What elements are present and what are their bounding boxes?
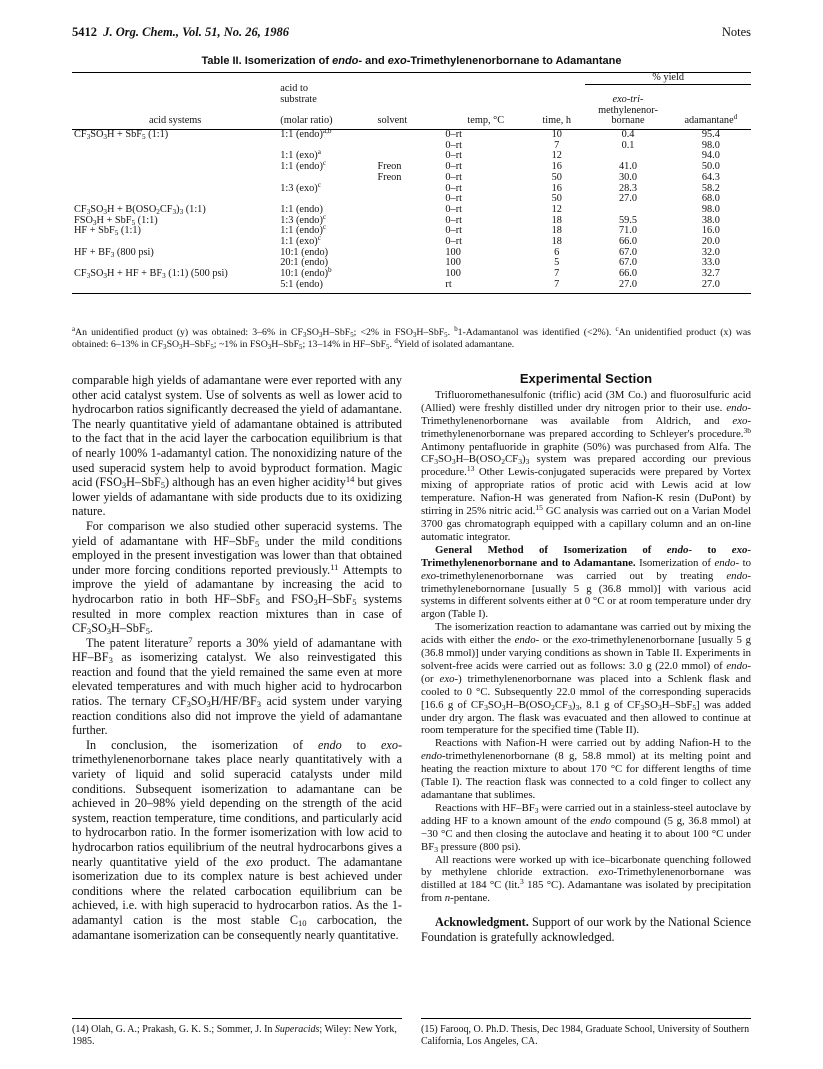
exo-yield-cell: 59.5 [618,214,638,226]
table-row [72,237,751,248]
table-title: Table II. Isomerization of endo- and exo-Trimethylenenorbornane to Adamantane [201,55,622,67]
solvent-cell [375,194,443,205]
footnote-rule-right [421,1018,751,1019]
run-in-heading: General Method of Isomerization of endo- to exo-Trimethylenenorbornane and to Adamantane. [421,543,751,569]
solvent-cell [375,248,443,259]
body-paragraph: For comparison we also studied other superacid systems. The yield of adamantane with HF–SbF$_5$ under the mild conditions employed in the present investigation was lower than that obtained under more forcing conditions reported previously.$^{11}$ Attempts to improve the yield of adamantane by increasing the acid to hydrocarbon ratio in both HF–SbF$_5$ and $FSO_3H-SbF_5$ systems resulted in more complex reaction mixtures than in case of $CF_3SO_3H-SbF_5$. [72,518,402,637]
temp-cell: 100 [445,268,461,280]
ratio-header-line2: substrate [280,93,317,105]
adamantane-yield-cell: 94.0 [701,150,720,162]
table-row [72,194,751,205]
time-cell: 6 [554,246,560,258]
temp-header: temp, °C [443,116,528,129]
ratio-cell: 1:1 (endo) [280,203,323,215]
adamantane-yield-cell: 50.0 [701,161,720,173]
temp-cell: 100 [445,246,461,258]
solvent-cell [375,216,443,227]
experimental-paragraph: Trifluoromethanesulfonic (triflic) acid (3M Co.) and fluorosulfuric acid (Allied) were freshly distilled under dry nitrogen prior to their use. endo-Trimethylenenorbornane was available from Aldrich, and exo-trimethylenenorbornane was prepared according to Schleyer's procedure.$^{3b}$ Antimony pentafluoride in graphite (50%) was purchased from Alfa. The $CF_3SO_3H-B(OSO_2CF_3)_3$ system was prepared according our previous procedure.$^{13}$ Other Lewis-conjugated superacids were prepared by Vortex mixing of appropriate ratios of protic acid with Lewis acid at low temperature. Nafion-H was generated from Nafion-K resin (DuPont) by stirring in 25% nitric acid.$^{15}$ GC analysis was carried out on a Varian Model 3700 gas chromatograph equipped with a capillary column and an on-line automatic integrator. [421,388,751,543]
reference-15: (15) Farooq, O. Ph.D. Thesis, Dec 1984, Graduate School, University of Southern California, Los Angeles, CA. [421,1024,750,1047]
adamantane-yield-cell: 58.2 [701,182,720,194]
solvent-cell [375,205,443,216]
experimental-paragraph: The isomerization reaction to adamantane was carried out by mixing the acids with either the endo- or the exo-trimethylenenorbornane [usually 5 g (36.8 mmol)] under varying conditions as shown in Table II. Experiments in solvent-free acids were carried out as follows: 3.0 g (22.0 mmol) of endo- (or exo-) trimethylenenorbornane was placed into a Schlenk flask and cooled to 0 °C. Subsequently 22.0 mmol of the corresponding superacids [16.6 g of $CF_3SO_3H-B(OSO_2CF_3)_3$, 8.1 g of $CF_3SO_3H-SbF_5$] was added under dry argon. The flask was evacuated and then allowed to continue at room temperature for the specified time (Table II). [421,621,751,737]
exo-header-line3: bornane [585,116,670,129]
right-column [421,373,751,944]
acid-system-cell: $CF_3SO_3H$ + HF + $BF_3$ (1:1) (500 psi) [74,268,228,281]
exo-yield-cell: 71.0 [618,225,638,237]
acid-system-cell: $CF_3SO_3H + B(OSO_2CF_3)_3$ (1:1) [74,203,206,216]
table-row [72,184,751,195]
time-cell: 18 [551,214,562,226]
isomerization-table [72,72,751,294]
acid-system-cell [72,141,278,152]
solvent-header: solvent [375,116,443,129]
table-row [72,248,751,259]
yield-header: % yield [585,73,751,84]
time-cell: 16 [551,182,562,194]
temp-cell: 0–rt [445,161,462,173]
ratio-cell: 1:1 (endo)$^{a,b}$ [280,127,332,141]
reference-14: (14) Olah, G. A.; Prakash, G. K. S.; Sommer, J. In Superacids; Wiley: New York, 1985. [72,1024,397,1047]
acid-system-cell [72,280,278,293]
footnote-rule-left [72,1018,402,1019]
experimental-paragraph: Reactions with $HF-BF_3$ were carried out in a stainless-steel autoclave by adding HF to a known amount of the endo compound (5 g, 36.8 mmol) at −30 °C and then closing the autoclave and heating it to about 100 °C under $BF_3$ pressure (800 psi). [421,801,752,854]
ratio-cell: 1:3 (endo)$^c$ [280,212,327,226]
temp-cell: 0–rt [445,225,462,237]
solvent-cell: Freon [377,171,402,183]
body-paragraph: In conclusion, the isomerization of endo to exo-trimethylenenorbornane takes place nearly quantitatively with a variety of liquid and solid superacid catalysts under mild conditions. Subsequent isomerization to adamantane can be achieved in 20–98% yield depending on the strength of the acid system, reaction temperature, time conditions, and particularly acid to hydrocarbon ratio. In the former isomerization with low acid to hydrocarbon ratios equilibrium of the neutral hydrocarbons gives a nearly quantitative yield of the exo product. The adamantane isomerization due to its complex nature is best achieved under conditions where the related carbocation equilibrium can be achieved, i.e. with high superacid to hydrocarbon ratios. As the 1-adamantyl cation is the most stable $C_{10}$ carbocation, the adamantane isomerization can be consequently nearly quantitative. [72,737,402,942]
temp-cell: 0–rt [445,150,462,162]
ratio-cell: 1:3 (exo)$^c$ [280,180,321,194]
run-in-body: Isomerization of endo- to exo-trimethylenenorbornane was carried out by treating endo-trimethylenebornornane [usually 5 g (36.8 mmol)] with various acid systems in different solvents either at 0 °C or at room temperature under dry argon (Table I). [421,556,751,621]
time-cell: 16 [551,161,562,173]
exo-yield-cell: 28.3 [618,182,638,194]
ratio-cell: 1:1 (exo)$^c$ [280,234,321,248]
table-row [72,151,751,162]
running-head-left [72,25,289,40]
experimental-paragraph [421,544,751,621]
adamantane-yield-cell: 64.3 [701,171,720,183]
time-cell: 7 [554,139,560,151]
acknowledgment-text: Support of our work by the National Science Foundation is gratefully acknowledged. [421,915,751,944]
acid-systems-header: acid systems [72,116,278,129]
section-label: Notes [721,25,751,39]
ratio-header-line3: (molar ratio) [278,116,375,129]
adamantane-yield-cell: 95.4 [701,129,720,141]
adamantane-yield-cell: 38.0 [701,214,720,226]
solvent-cell [375,269,443,280]
temp-cell: rt [443,280,528,293]
acid-system-cell: HF + $BF_3$ (800 psi) [74,246,154,259]
solvent-cell [375,237,443,248]
adamantane-yield-cell: 33.0 [701,257,720,269]
temp-cell: 0–rt [445,171,462,183]
ratio-cell: 5:1 (endo) [278,280,375,293]
running-head [72,25,751,41]
temp-cell: 100 [445,257,461,269]
adamantane-yield-cell: 98.0 [701,203,720,215]
temp-cell: 0–rt [445,193,462,205]
table-row [72,269,751,280]
table-row [72,173,751,184]
solvent-cell [375,184,443,195]
ratio-cell: 20:1 (endo) [280,257,329,269]
solvent-cell [375,130,443,141]
table-row [72,162,751,173]
solvent-cell [375,280,443,293]
ratio-cell [278,173,375,184]
adamantane-yield-cell: 68.0 [701,193,720,205]
temp-cell: 0–rt [445,214,462,226]
ratio-cell: 10:1 (endo) [280,246,329,258]
time-cell: 7 [528,280,585,293]
experimental-paragraph: Reactions with Nafion-H were carried out by adding Nafion-H to the endo-trimethylenenorbornane (8 g, 58.8 mmol) at its melting point and heating the reaction mixture to about 170 °C for different lengths of time (Table I). The reaction flask was connected to a cold finger to collect any adamantane that sublimes. [421,737,751,801]
body-paragraph: comparable high yields of adamantane were ever reported with any other acid catalyst system. Use of solvents as well as lower acid to hydrocarbon ratios significantly decreased the yield of adamantane. The nearly quantitative yield of adamantane obtained is attributed to the fact that in the acid layer the carbocation equilibrium is that of nearly 100% 1-adamantyl cation. The nonoxidizing nature of the used superacid system help to avoid byproduct formation. Magic acid $(FSO_3H-SbF_5)$ although has an even higher acidity$^{14}$ but gives lower yields of adamantane with side products due to its oxidizing nature. [72,373,402,519]
table-row [72,280,751,293]
time-cell: 50 [551,171,562,183]
solvent-cell [375,141,443,152]
exo-header-line1: exo-tri- [612,93,644,105]
exo-yield-cell: 41.0 [618,161,638,173]
acid-system-cell [72,184,278,195]
ratio-cell: 1:1 (endo)$^c$ [280,223,327,237]
temp-cell: 0–rt [445,236,462,248]
table-row [72,205,751,216]
ratio-cell: 1:1 (exo)$^a$ [280,148,321,162]
acknowledgment [421,915,751,944]
temp-cell: 0–rt [445,129,462,141]
exo-yield-cell: 67.0 [618,257,638,269]
acid-system-cell [72,173,278,184]
exo-yield-cell: 0.4 [621,129,635,141]
time-cell: 50 [551,193,562,205]
table-row [72,216,751,227]
ratio-header-line1: acid to [280,83,308,95]
adamantane-yield-cell: 32.7 [701,268,720,280]
exo-yield-cell: 67.0 [618,246,638,258]
acid-system-cell: HF + SbF$_5$ (1:1) [74,225,141,238]
adamantane-yield-cell: 20.0 [701,236,720,248]
acid-system-cell [72,162,278,173]
ratio-cell: 1:1 (endo)$^c$ [280,159,327,173]
page-number: 5412 [72,25,97,39]
solvent-cell [375,226,443,237]
table-row [72,141,751,152]
exo-yield-cell: 66.0 [618,236,638,248]
exo-yield-cell: 30.0 [618,171,638,183]
time-cell: 12 [551,203,562,215]
time-cell: 18 [551,225,562,237]
body-paragraph: The patent literature$^7$ reports a 30% yield of adamantane with $HF-BF_3$ as isomerizing catalyst. We also reinvestigated this reaction and found that the yield remained the same even at more elevated temperatures and with much higher acid to hydrocarbon ratios. The ternary $CF_3SO_3H/HF/BF_3$ acid system under varying reaction conditions also did not improve the yield of adamantane further. [72,634,402,738]
time-header: time, h [528,116,585,129]
temp-cell: 0–rt [445,203,462,215]
ratio-cell: 10:1 (endo)$^b$ [280,266,332,280]
solvent-cell [375,258,443,269]
experimental-paragraph: All reactions were worked up with ice–bicarbonate quenching followed by methylene chloride extraction. exo-Trimethylenenorbornane was distilled at 184 °C (lit.$^3$ 185 °C). Adamantane was isolated by precipitation from n-pentane. [421,853,751,905]
time-cell: 5 [554,257,560,269]
left-column [72,373,402,942]
adamantane-yield-cell: 27.0 [671,280,751,293]
journal-citation: J. Org. Chem., Vol. 51, No. 26, 1986 [103,25,290,39]
exo-yield-cell: 27.0 [585,280,670,293]
adamantane-header: adamantane$^d$ [671,116,751,129]
exo-header-line2: methylenenor- [598,104,658,116]
table-row [72,226,751,237]
table-footnotes: $^a$An unidentified product (y) was obtained: 3–6% in $CF_3SO_3H-SbF_5$; <2% in $FSO_3H-SbF_5$. $^b$1-Adamantanol was identified (<2%). $^c$An unidentified product (x) was obtained: 6–13% in $CF_3SO_3H-SbF_5$; ~1% in $FSO_3H-SbF_5$; 13–14% in HF–SbF$_5$. $^d$Yield of isolated adamantane. [72,326,751,351]
table-row [72,130,751,141]
time-cell: 12 [551,150,562,162]
exo-yield-cell: 0.1 [621,139,635,151]
temp-cell: 0–rt [445,182,462,194]
time-cell: 10 [551,129,562,141]
temp-cell: 0–rt [445,139,462,151]
adamantane-yield-cell: 98.0 [701,139,720,151]
acid-system-cell [72,151,278,162]
acid-system-cell: $FSO_3H + SbF_5$ (1:1) [74,214,158,227]
adamantane-yield-cell: 16.0 [701,225,720,237]
time-cell: 7 [554,268,560,280]
acknowledgment-label: Acknowledgment. [435,915,529,930]
acid-system-cell: $CF_3SO_3H + SbF_5$ (1:1) [74,129,169,142]
time-cell: 18 [551,236,562,248]
exo-yield-cell: 66.0 [618,268,638,280]
solvent-cell: Freon [377,161,402,173]
exo-yield-cell: 27.0 [618,193,638,205]
adamantane-yield-cell: 32.0 [701,246,720,258]
experimental-heading: Experimental Section [519,371,653,386]
